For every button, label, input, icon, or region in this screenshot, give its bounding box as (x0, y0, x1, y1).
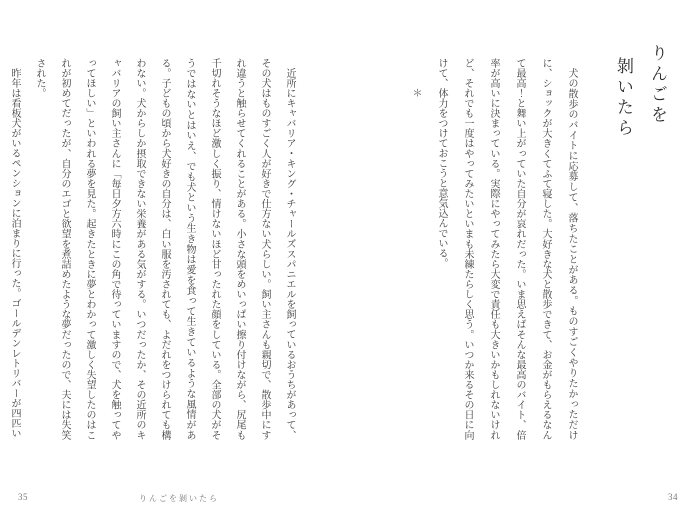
paragraph: 犬の散歩のバイトに応募して、落ちたことがある。ものすごくやりたかっただけに、ショックが大きくてふて寝した。大好きな犬と散歩できて、お金がもらえるなんて最高！と舞い上がっていた自分が哀れだった。いま思えばそんな最高のバイト、倍率が高いに決まっている。実際にやってみたら大変で責任も大きいかもしれないけれど、それでも一度はやってみたいといまも未練たらしく思う。いつか来るその日に向けて、体力をつけておこうと意気込んでいる。 (436, 58, 577, 440)
paragraph: 昨年は看板犬がいるペンションに泊まりに行った。ゴールデンレトリバーが四匹い (9, 68, 20, 438)
paragraph: 近所にキャバリア・キング・チャールズスパニエルを飼っているおうちがあって、その犬はものすごく人が好きで仕方ない犬らしい。飼い主さんも親切で、散歩中にすれ違うと触らせてくれることがある。小さな頭をめいっぱい擦り付けながら、尻尾も千切れそうなほど激しく振り、情けないほど甘ったれた顔をしている。全部の犬がそうではないとはいえ、でも犬という生き物は愛を食って生きているような風情がある。子どもの頃から犬好きの自分は、白い服を汚されても、よだれをつけられても構わない。犬からしか摂取できない栄養がある気がする。いつだったか、その近所のキャバリアの飼い主さんに「毎日夕方六時にこの角で待っていますので、犬を触ってやってほしい」といわれる夢を見た。起きたときに夢とわかって激しく失望したのはこれが初めてだったが、自分のエゴと欲望を煮詰めたような夢だったので、夫には失笑された。 (34, 58, 295, 440)
page-number-left: 35 (18, 492, 28, 502)
running-title: りんごを剝いたら (139, 494, 219, 503)
chapter-title-line-2: 剝いたら (614, 57, 633, 139)
left-page-body (1, 58, 302, 440)
section-separator: ＊ (410, 88, 421, 98)
chapter-title-line-1: りんごを (648, 44, 667, 126)
right-page-body (402, 58, 584, 440)
page-number-right: 34 (668, 492, 678, 502)
